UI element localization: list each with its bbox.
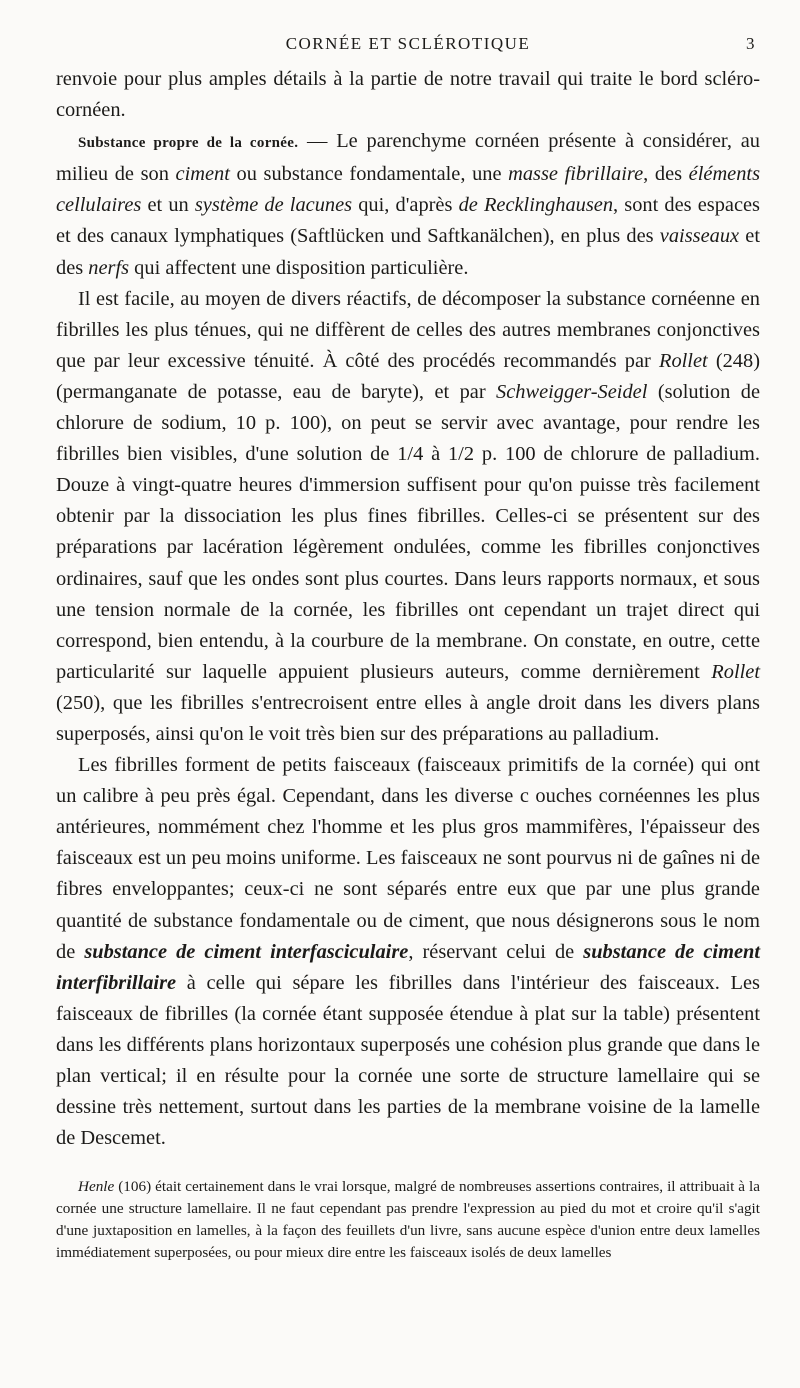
footnote [56,1176,760,1264]
italic-author: Rollet [711,660,760,683]
italic-term: masse fibrillaire [508,163,644,186]
paragraph-substance-propre [56,126,760,283]
italic-term: vaisseaux [659,225,740,248]
italic-author: de Recklinghausen [458,194,614,217]
body-text [56,64,760,1154]
bold-italic-term: substance de ciment interfibrillaire [56,940,761,994]
text-run: , réservant celui de [408,940,584,963]
italic-term: ciment [175,163,230,186]
italic-term: éléments cellulaires [56,163,761,217]
paragraph-fibrilles [56,284,760,750]
text-run: (250), que les fibrilles s'entrecroisent entre elles à angle droit dans les divers plans superposés, ainsi qu'on le voit très bien sur des préparations au palladium. [56,691,760,745]
text-run: qui, d'après [352,194,459,217]
text-run: qui affectent une disposition particulière. [129,256,469,279]
italic-term: nerfs [88,256,130,279]
text-run: (solution de chlorure de sodium, 10 p. 100), on peut se servir avec avantage, pour rendre les fibrilles bien visibles, d'une solution de 1/4 à 1/2 p. 100 de chlorure de palladium. Douze à vingt-quatre heures d'immersion suffisent pour qu'on puisse très facilement obtenir par la dissociation les plus fines fibrilles. Celles-ci se présentent sur des préparations par lacération légèrement ondulées, comme les fibrilles conjonctives ordinaires, sauf que les ondes sont plus courtes. Dans leurs rapports normaux, et sous une tension normale de la cornée, les fibrilles ont cependant un trajet direct qui correspond, bien entendu, à la courbure de la membrane. On constate, en outre, cette particularité sur laquelle appuient plusieurs auteurs, comme dernièrement [56,380,760,683]
text-run: — Le parenchyme cornéen présente à considérer, au milieu de son [56,130,760,186]
running-head [56,26,760,64]
section-sidehead: Substance propre de la cornée. [78,135,299,152]
text-run: , sont des espaces et des canaux lymphatiques (Saftlücken und Saftkanälchen), en plus des [56,194,760,248]
text-run: Il est facile, au moyen de divers réactifs, de décomposer la substance cornéenne en fibrilles les plus ténues, qui ne diffèrent de celles des autres membranes conjonctives que par leur excessive ténuité. À côté des procédés recommandés par [56,287,760,372]
italic-term: système de lacunes [194,194,353,217]
italic-author: Rollet [658,349,708,372]
italic-author: Schweigger-Seidel [496,380,648,403]
paragraph-continuation [56,64,760,126]
bold-italic-term: substance de ciment interfasciculaire [84,940,409,963]
paragraph-faisceaux [56,750,760,1154]
running-head-title: CORNÉE ET SCLÉROTIQUE [285,34,531,53]
text-run: renvoie pour plus amples détails à la partie de notre travail qui traite le bord scléro-cornéen. [56,68,760,122]
page-number: 3 [746,34,756,53]
text-run: ou substance fondamentale, une [229,163,509,186]
italic-author: Henle [78,1178,115,1196]
text-run: et des [56,225,760,279]
text-run: , des [643,163,689,186]
text-run: (248) (permanganate de potasse, eau de baryte), et par [56,349,760,403]
text-run: à celle qui sépare les fibrilles dans l'intérieur des faisceaux. Les faisceaux de fibrilles (la cornée étant supposée étendue à plat sur la table) présentent dans les différents plans horizontaux superposés une cohésion plus grande que dans le plan vertical; il en résulte pour la cornée une sorte de structure lamellaire qui se dessine très nettement, surtout dans les parties de la membrane voisine de la lamelle de Descemet. [56,971,760,1150]
text-run: Les fibrilles forment de petits faisceaux (faisceaux primitifs de la cornée) qui ont un calibre à peu près égal. Cependant, dans les diverse c ouches cornéennes les plus antérieures, nommément chez l'homme et les plus gros mammifères, l'épaisseur des faisceaux est un peu moins uniforme. Les faisceaux ne sont pourvus ni de gaînes ni de fibres enveloppantes; ceux-ci ne sont séparés entre eux que par une plus grande quantité de substance fondamentale ou de ciment, que nous désignerons sous le nom de [56,754,760,963]
text-run: et un [141,194,195,217]
text-run: (106) était certainement dans le vrai lorsque, malgré de nombreuses assertions contraires, il attribuait à la cornée une structure lamellaire. Il ne faut cependant pas prendre l'expression au pied du mot et croire qu'il s'agit d'une juxtaposition en lamelles, à la façon des feuillets d'un livre, sans aucune espèce d'union entre deux lamelles immédiatement superposées, ou pour mieux dire entre les faisceaux isolés de deux lamelles [56,1178,760,1262]
